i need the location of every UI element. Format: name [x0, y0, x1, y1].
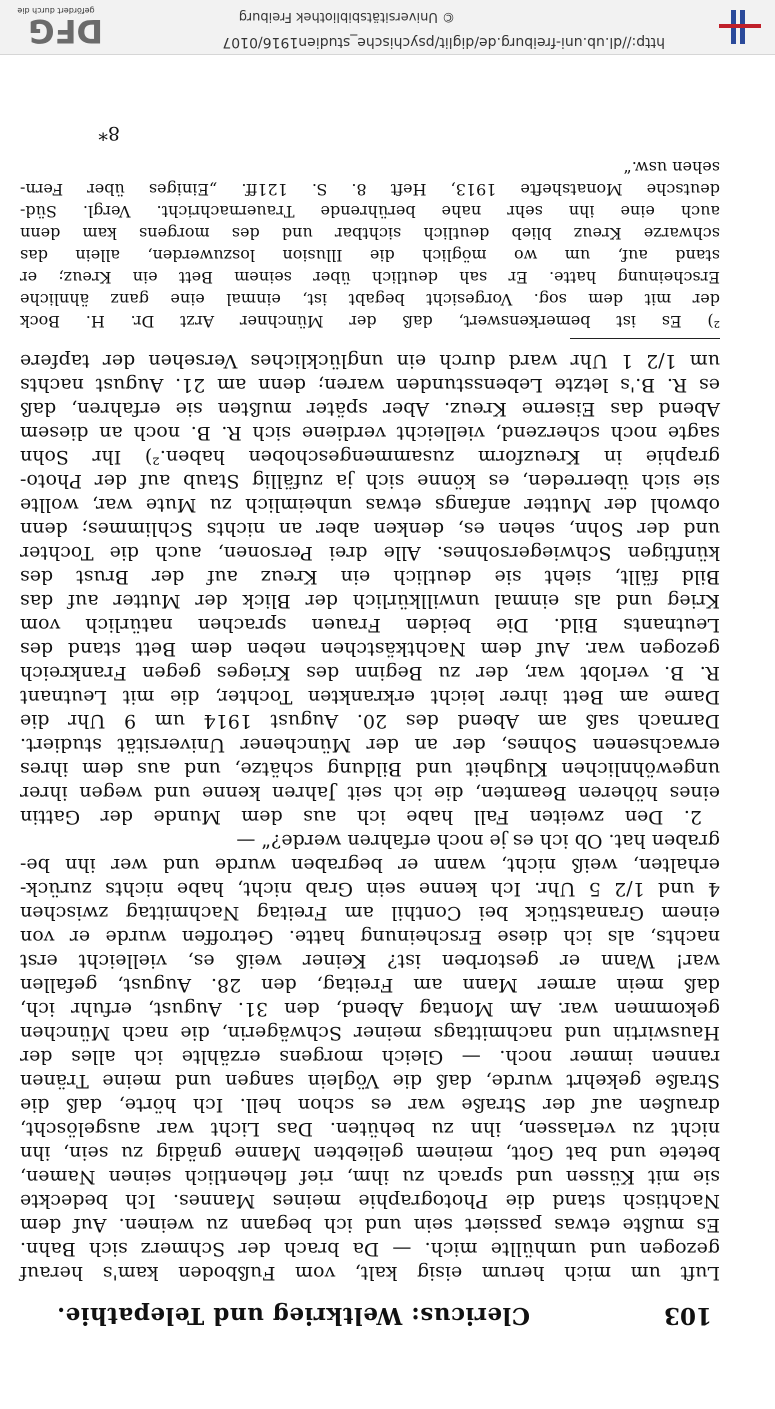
body-line: nicht zu verlassen, ihn zu behüten. Das Licht war ausgelöscht, [20, 1118, 720, 1140]
footnote-line: Erscheinung hatte. Er sah deutlich über seinem Bett ein Kreuz; er [20, 268, 720, 287]
body-line: sie sich überreden, es könne sich ja zufällig Staub auf der Photo- [20, 470, 720, 492]
body-line: Nachtisch stand die Photographie meines Mannes. Ich bedeckte [20, 1190, 720, 1212]
body-line: obwohl der Mutter anfangs etwas unheimlich zu Mute war, wollte [20, 494, 720, 516]
scan-footer [0, 0, 775, 55]
footnote-line: ²) Es ist bemerkenswert, daß der Münchner Arzt Dr. H. Bock [20, 312, 720, 331]
footnote-line: schwarze Kreuz blieb deutlich sichtbar und des morgens kam denn [20, 224, 720, 243]
body-line: R. B. verlobt war, der zu Beginn des Krieges gegen Frankreich [20, 662, 720, 684]
footnote-line: stand auf, um wo möglich die Illusion loszuwerden, allein das [20, 246, 720, 265]
body-line: einem Granatstück bei Conthil am Freitag Nachmittag zwischen [20, 902, 720, 924]
body-line: Straße gekehrt wurde, daß die Vöglein sangen und meine Tränen [20, 1070, 720, 1092]
body-line: erhalten, weiß nicht, wann er begraben wurde und wer ihn be- [20, 854, 720, 876]
dfg-logo-icon [7, 16, 105, 50]
body-line: erwachsenen Sohnes, der an der Münchener Universität studiert. [20, 734, 720, 756]
body-line: war! Wann er gestorben ist? Keiner weiß es, vielleicht erst [20, 950, 720, 972]
body-line: Darnach saß am Abend des 20. August 1914 um 9 Uhr die [20, 710, 720, 732]
body-line: nachts, als ich diese Erscheinung hatte. Getroffen wurde er von [20, 926, 720, 948]
book-page [20, 122, 720, 1329]
body-line: gezogen und umhüllte mich. — Da brach der Schmerz sich Bahn. [20, 1238, 720, 1260]
body-line: graphie in Kreuzform zusammengeschoben haben.²) Ihr Sohn [20, 446, 720, 468]
running-head [20, 1285, 720, 1329]
body-text [20, 349, 720, 1285]
body-line: gekommen war. Am Montag Abend, den 31. August, erfuhr ich, [20, 998, 720, 1020]
body-line: Abend das Eiserne Kreuz. Aber später mußten sie erfahren, daß [20, 398, 720, 420]
dfg-logo-text: DFG [28, 16, 103, 50]
body-line: um 1/2 1 Uhr ward durch ein unglückliches Versehen der tapfere [20, 350, 720, 372]
body-line: sagte noch scherzend, vielleicht verdiene sich R. B. noch an diesem [20, 422, 720, 444]
page-title: Clericus: Weltkrieg und Telepathie. [56, 1302, 530, 1329]
body-line: Hauswirtin und nachmittags meiner Schwägerin, die nach München [20, 1022, 720, 1044]
body-line: künftigen Schwiegersohnes. Alle drei Personen, auch die Tochter [20, 542, 720, 564]
body-line: eines höheren Beamten, die ich seit Jahren kenne und wegen ihrer [20, 782, 720, 804]
footnote-line: deutsche Monatshefte 1913, Heft 8. S. 121ff. „Einiges über Fern- [20, 180, 720, 199]
body-line: es R. B.'s letzte Lebensstunden waren; denn am 21. August nachts [20, 374, 720, 396]
body-line: graben hat. Ob ich es je noch erfahren werde?“ — [236, 830, 720, 852]
scan-url-link[interactable]: http://dl.ub.uni-freiburg.de/diglit/psychische_studien1916/0107 [222, 34, 665, 50]
body-line: Dame am Bett ihrer leicht erkrankten Tochter, die mit Leutnant [20, 686, 720, 708]
dfg-logo [7, 2, 105, 50]
body-line: rannen immer noch. — Gleich morgens erzählte ich alles der [20, 1046, 720, 1068]
footnote-line: auch eine ihn sehr nahe berührende Trauernachricht. Vergl. Süd- [20, 202, 720, 221]
body-line: Es mußte etwas passiert sein und ich begann zu weinen. Auf dem [20, 1214, 720, 1236]
scan-copyright: © Universitätsbibliothek Freiburg [238, 9, 455, 24]
university-library-logo-icon [715, 6, 765, 46]
body-line: sie mit Küssen und sprach zu ihm, rief flehentlich seinen Namen, [20, 1166, 720, 1188]
signature-mark: 8* [98, 122, 120, 144]
footnote-line: sehen usw.“ [623, 158, 720, 177]
body-line: Krieg und als einmal unwillkürlich der Blick der Mutter auf das [20, 590, 720, 612]
body-line: gezogen war. Auf dem Nachtkästchen neben dem Bett stand des [20, 638, 720, 660]
body-line: 4 und 1/2 5 Uhr. Ich kenne sein Grab nicht, habe nichts zurück- [20, 878, 720, 900]
body-line: Luft um mich herum eisig kalt, vom Fußboden kam's herauf [20, 1262, 720, 1284]
page-number: 103 [663, 1302, 712, 1329]
body-line: 2. Den zweiten Fall habe ich aus dem Munde der Gattin [20, 806, 702, 828]
body-line: draußen auf der Straße war es schon hell. Ich hörte, daß die [20, 1094, 720, 1116]
body-line: Bild fällt, sieht sie deutlich ein Kreuz auf der Brust des [20, 566, 720, 588]
footnote-text [20, 156, 720, 332]
body-line: Leutnants Bild. Die beiden Frauen sprachen natürlich vom [20, 614, 720, 636]
dfg-caption: gefördert durch die [17, 6, 95, 15]
body-line: daß mein armer Mann am Freitag, den 28. August, gefallen [20, 974, 720, 996]
footnote-rule [570, 338, 720, 339]
body-line: ungewöhnlichen Klugheit und Bildung schätze, und aus dem ihres [20, 758, 720, 780]
footnote-line: der mit dem sog. Vorgesicht begabt ist, einmal eine ganz ähnliche [20, 290, 720, 309]
body-line: betete und bat Gott, meinem geliebten Manne gnädig zu sein, ihn [20, 1142, 720, 1164]
body-line: und der Sohn, sehen es, denken aber an nichts Schlimmes; denn [20, 518, 720, 540]
